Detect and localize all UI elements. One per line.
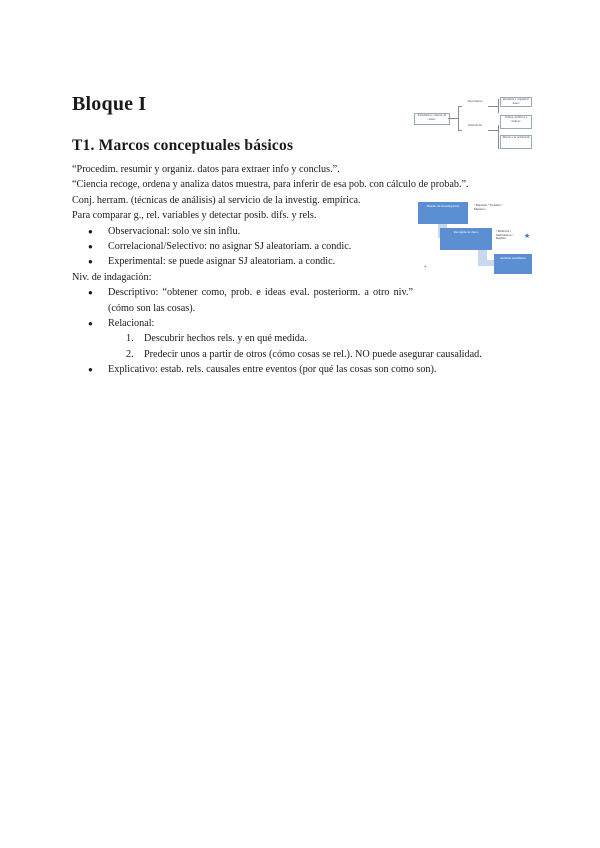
mind-map-leaf-label: Inferir a la población [502,135,530,139]
mind-map-connector [458,106,459,130]
flow-box-1-label: Diseño de investigación [426,204,460,208]
mind-map-leaf [500,97,532,107]
definition-line-4: Para comparar g., rel. variables y detectar posib. difs. y rels. [72,210,317,222]
list-item [72,316,542,331]
mind-map-leaf-label: Resumir y organizar datos [503,97,529,105]
mind-map-leaf [500,115,532,129]
flow-side-note-2: • Medición • Instrumentos • Registro [496,229,514,240]
mind-map-root-label: Estadística: ciencia de datos [417,113,447,121]
bullet-icon: ● [88,242,93,252]
item-number: 1. [126,333,134,345]
red-mark: * [424,266,427,271]
niv-label: Niv. de indagación: [72,271,152,283]
list-item [72,254,542,269]
bullet-icon: ● [88,365,93,375]
item-number: 2. [126,348,134,360]
numbered-item-text: Predecir unos a partir de otros (cómo cosas se rel.). NO puede asegurar causalidad. [144,348,482,360]
list-item-text: Observacional: solo ve sin influ. [108,225,241,237]
bullet-icon: ● [88,226,93,236]
mind-map-node-bottom-label: Inferencial [468,124,482,127]
numbered-item [72,347,542,362]
flow-side-note-1: • Hipótesis • Variables • Muestreo [474,203,503,211]
list-item-text: Experimental: se puede asignar SJ aleatoriam. a condic. [108,256,336,268]
mind-map-node-top [462,100,488,108]
mind-map-diagram [410,97,532,152]
mind-map-connector [448,118,458,119]
list-item [72,224,542,239]
list-item [72,239,542,254]
mind-map-node-bottom [462,124,488,132]
section-title: T1. Marcos conceptuales básicos [72,137,294,154]
bullet-icon: ● [88,288,93,298]
mind-map-leaf-label: Tablas, gráficos e índices [504,115,528,123]
numbered-item [72,331,542,346]
numbered-item-text: Descubrir hechos rels. y en qué medida. [144,333,307,345]
heading-bloque: Bloque I [72,93,147,115]
list-item [72,362,542,377]
flow-box-3-label: Análisis estadístico [499,256,527,260]
definition-line-2: “Ciencia recoge, ordena y analiza datos muestra, para inferir de esa pob. con cálculo de probab.”. [72,179,469,191]
list-item-text: Descriptivo: “obtener como, prob. e ideas eval. posteriorm. a otro niv.” (cómo son las cosas). [108,287,413,314]
definition-line-1: “Procedim. resumir y organiz. datos para extraer info y conclus.”. [72,164,340,175]
mind-map-node-top-label: Descriptiva [467,100,483,103]
list-item-text: Explicativo: estab. rels. causales entre eventos (por qué las cosas son como son). [108,364,437,376]
star-icon: ★ [524,232,531,240]
list-item-text: Correlacional/Selectivo: no asignar SJ aleatoriam. a condic. [108,241,352,253]
list-item-text: Relacional: [108,318,155,330]
mind-map-connector [498,125,499,149]
mind-map-connector [498,99,499,113]
bullet-icon: ● [88,319,93,329]
bullet-icon: ● [88,257,93,267]
list-item [72,285,413,316]
definition-line-3: Conj. herram. (técnicas de análisis) al servicio de la investig. empírica. [72,194,361,206]
mind-map-root [414,113,450,125]
flow-box-2-label: Recogida de datos [453,230,479,234]
mind-map-leaf [500,135,532,149]
body-text [72,162,542,378]
